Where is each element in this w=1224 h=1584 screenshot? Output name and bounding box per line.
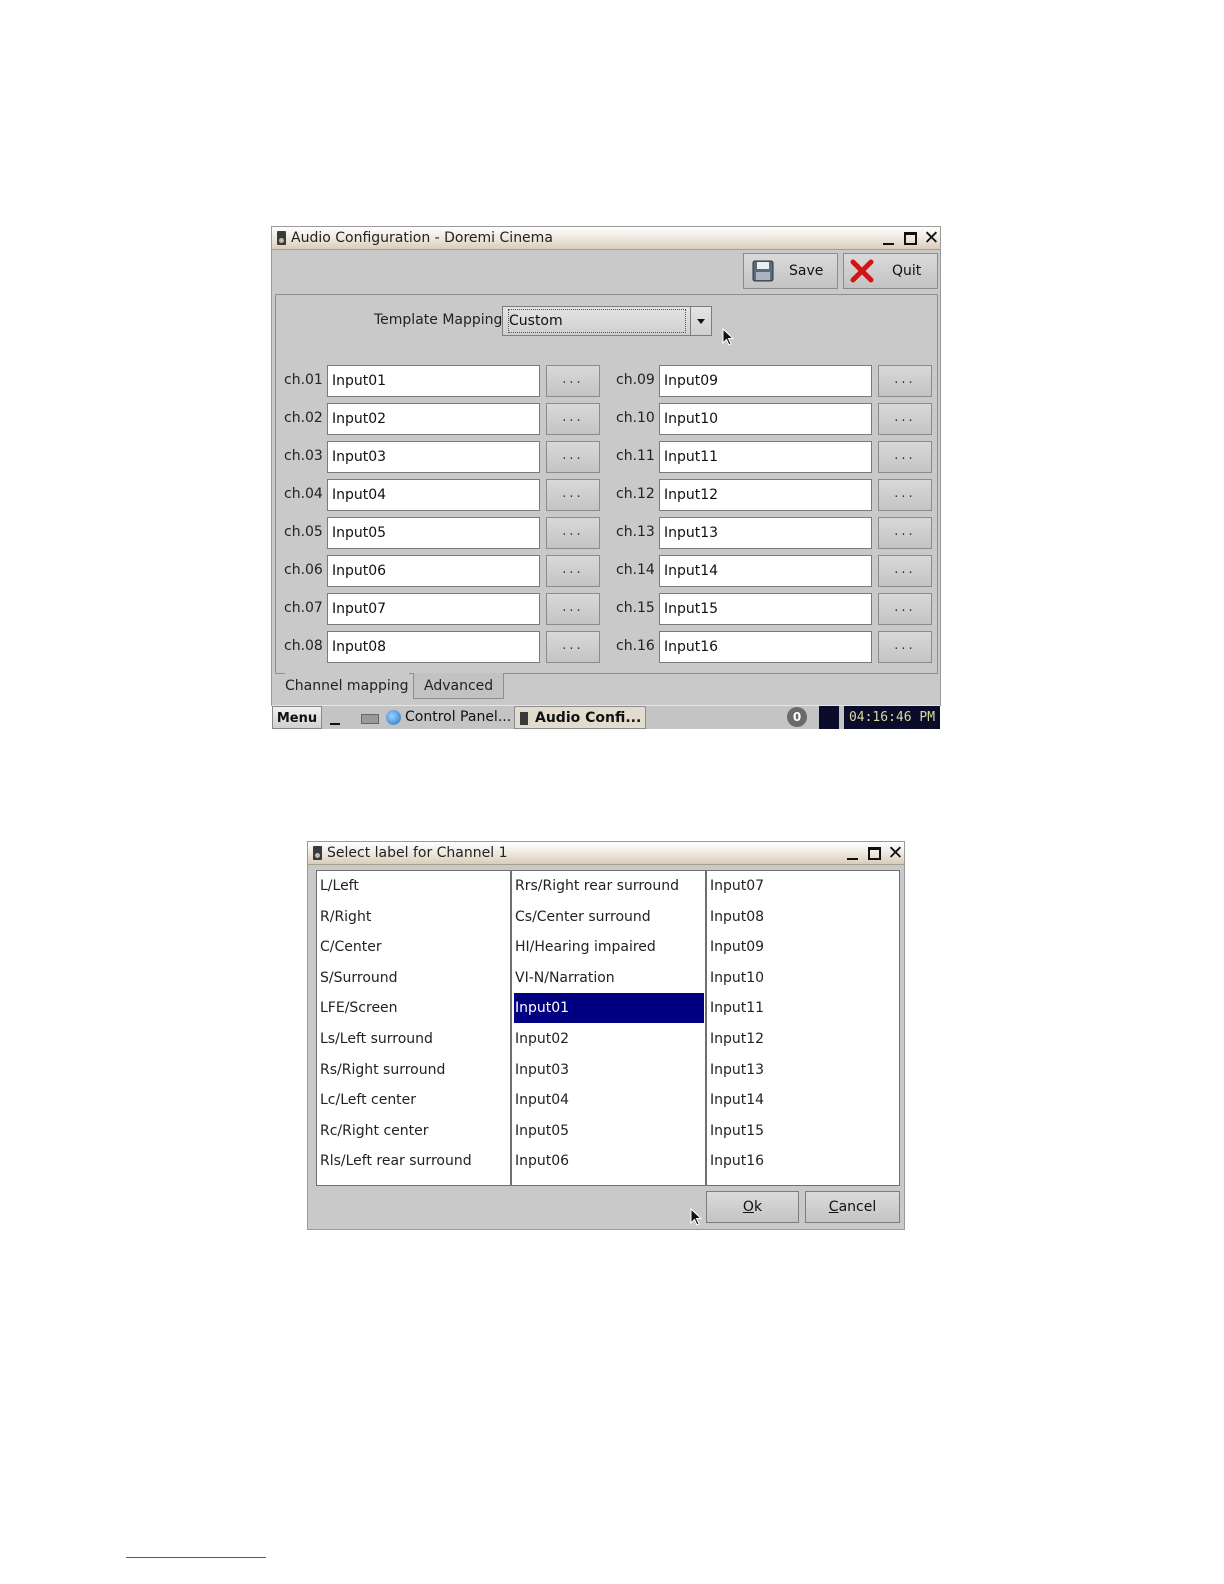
label-option[interactable]: Input14 xyxy=(710,1092,765,1109)
speaker-icon xyxy=(277,231,286,245)
channel-label: ch.06 xyxy=(284,562,323,578)
label-option[interactable]: Rrs/Right rear surround xyxy=(515,878,679,894)
label-option[interactable]: Input03 xyxy=(515,1061,570,1078)
label-option[interactable]: Rls/Left rear surround xyxy=(320,1153,472,1170)
channel-browse-button[interactable]: ... xyxy=(878,555,932,587)
channel-label: ch.01 xyxy=(284,372,323,388)
channel-input[interactable] xyxy=(327,403,540,435)
channel-browse-button[interactable]: ... xyxy=(546,555,600,587)
label-option[interactable]: Input16 xyxy=(710,1153,765,1170)
channel-label: ch.08 xyxy=(284,638,323,654)
keyboard-icon xyxy=(361,714,379,724)
label-option[interactable]: Cs/Center surround xyxy=(515,908,651,925)
channel-input[interactable] xyxy=(659,631,872,663)
label-list-column-3[interactable] xyxy=(706,870,900,1186)
save-label: Save xyxy=(789,263,824,279)
channel-browse-button[interactable]: ... xyxy=(546,479,600,511)
floppy-disk-icon xyxy=(752,260,774,282)
window-title: Audio Configuration - Doremi Cinema xyxy=(291,230,553,246)
label-option[interactable]: Input15 xyxy=(710,1122,765,1139)
keyboard-button[interactable] xyxy=(358,706,380,729)
template-mapping-label: Template Mapping xyxy=(374,312,503,328)
label-option[interactable]: Input07 xyxy=(710,878,765,894)
channel-browse-button[interactable]: ... xyxy=(878,365,932,397)
show-desktop-button[interactable] xyxy=(324,706,348,729)
channel-input[interactable] xyxy=(327,593,540,625)
template-mapping-value: Custom xyxy=(508,309,686,333)
tray-box xyxy=(819,706,839,729)
channel-browse-button[interactable]: ... xyxy=(878,593,932,625)
maximize-icon[interactable] xyxy=(866,845,883,862)
taskbar-control-panel[interactable] xyxy=(383,706,513,729)
notification-count: 0 xyxy=(792,710,802,724)
channel-label: ch.10 xyxy=(616,410,655,426)
channel-browse-button[interactable]: ... xyxy=(546,403,600,435)
channel-browse-button[interactable]: ... xyxy=(878,403,932,435)
channel-browse-button[interactable]: ... xyxy=(878,441,932,473)
channel-label: ch.07 xyxy=(284,600,323,616)
channel-browse-button[interactable]: ... xyxy=(546,631,600,663)
quit-label: Quit xyxy=(892,263,922,279)
channel-label: ch.04 xyxy=(284,486,323,502)
control-panel-label: Control Panel... xyxy=(405,709,512,725)
label-option[interactable]: L/Left xyxy=(320,878,359,894)
channel-input[interactable] xyxy=(327,365,540,397)
taskbar-audio-config[interactable] xyxy=(514,706,646,729)
label-option[interactable]: Input09 xyxy=(710,939,765,956)
channel-input[interactable] xyxy=(327,631,540,663)
dialog-title: Select label for Channel 1 xyxy=(327,845,508,861)
close-icon[interactable]: ✕ xyxy=(923,227,940,249)
menu-label: Menu xyxy=(276,711,318,726)
minimize-icon[interactable] xyxy=(844,845,861,862)
cancel-rest: ancel xyxy=(838,1199,877,1215)
label-option[interactable]: Input13 xyxy=(710,1061,765,1078)
channel-input[interactable] xyxy=(659,555,872,587)
channel-label: ch.16 xyxy=(616,638,655,654)
minimize-icon[interactable] xyxy=(880,230,897,247)
channel-browse-button[interactable]: ... xyxy=(546,441,600,473)
label-option[interactable]: Ls/Left surround xyxy=(320,1031,433,1047)
quit-button[interactable] xyxy=(843,253,938,289)
clock-text: 04:16:46 PM xyxy=(848,710,936,725)
audio-config-label: Audio Confi... xyxy=(535,710,642,726)
channel-label: ch.11 xyxy=(616,448,655,464)
label-option[interactable]: VI-N/Narration xyxy=(515,969,615,986)
label-option[interactable]: Input06 xyxy=(515,1153,570,1170)
dialog-titlebar[interactable] xyxy=(308,842,904,865)
label-option[interactable]: Input05 xyxy=(515,1122,570,1139)
label-option[interactable]: Input04 xyxy=(515,1092,570,1109)
label-option[interactable]: HI/Hearing impaired xyxy=(515,939,656,956)
save-button[interactable] xyxy=(743,253,838,289)
channel-input[interactable] xyxy=(327,479,540,511)
footnote-rule xyxy=(126,1557,266,1558)
channel-label: ch.15 xyxy=(616,600,655,616)
ok-rest: k xyxy=(753,1199,763,1215)
maximize-icon[interactable] xyxy=(902,230,919,247)
label-option[interactable]: LFE/Screen xyxy=(320,1000,398,1017)
channel-browse-button[interactable]: ... xyxy=(546,517,600,549)
channel-browse-button[interactable]: ... xyxy=(546,365,600,397)
menu-button[interactable] xyxy=(272,706,322,729)
channel-label: ch.09 xyxy=(616,372,655,388)
label-option[interactable]: C/Center xyxy=(320,939,382,956)
label-list-column-1[interactable] xyxy=(316,870,511,1186)
channel-input[interactable] xyxy=(659,365,872,397)
mouse-cursor-icon xyxy=(722,328,736,348)
cancel-mnemonic: C xyxy=(828,1199,839,1215)
tab-channel-mapping[interactable]: Channel mapping xyxy=(285,673,409,699)
ok-mnemonic: O xyxy=(742,1199,754,1215)
channel-mapping-pane xyxy=(275,294,938,674)
channel-input[interactable] xyxy=(659,517,872,549)
taskbar xyxy=(272,705,940,729)
ok-button[interactable] xyxy=(706,1191,799,1223)
channel-label: ch.13 xyxy=(616,524,655,540)
red-x-icon xyxy=(850,259,874,283)
channel-browse-button[interactable]: ... xyxy=(878,517,932,549)
label-option[interactable]: Rs/Right surround xyxy=(320,1061,446,1078)
channel-label: ch.03 xyxy=(284,448,323,464)
dropdown-arrow-icon[interactable] xyxy=(690,307,711,335)
label-option[interactable]: Input11 xyxy=(710,1000,765,1017)
channel-browse-button[interactable]: ... xyxy=(546,593,600,625)
channel-input[interactable] xyxy=(659,403,872,435)
cancel-button[interactable] xyxy=(805,1191,900,1223)
channel-label: ch.12 xyxy=(616,486,655,502)
minimize-all-icon xyxy=(330,723,340,725)
channel-input[interactable] xyxy=(327,517,540,549)
label-list-column-2[interactable] xyxy=(511,870,706,1186)
label-option[interactable]: Input12 xyxy=(710,1031,765,1047)
clock xyxy=(844,706,940,729)
channel-input[interactable] xyxy=(659,441,872,473)
label-option[interactable]: Lc/Left center xyxy=(320,1092,417,1109)
mouse-cursor-icon xyxy=(690,1208,704,1228)
channel-label: ch.05 xyxy=(284,524,323,540)
label-option[interactable]: Input02 xyxy=(515,1031,570,1047)
label-option[interactable]: Input10 xyxy=(710,969,765,986)
speaker-icon xyxy=(520,712,528,725)
channel-browse-button[interactable]: ... xyxy=(878,631,932,663)
label-option[interactable]: S/Surround xyxy=(320,969,398,986)
template-mapping-select[interactable] xyxy=(502,306,712,336)
channel-input[interactable] xyxy=(659,479,872,511)
label-option[interactable]: Input01 xyxy=(514,993,704,1023)
channel-label: ch.14 xyxy=(616,562,655,578)
audio-config-titlebar[interactable] xyxy=(272,227,940,250)
channel-label: ch.02 xyxy=(284,410,323,426)
label-option[interactable]: R/Right xyxy=(320,908,372,925)
notification-badge[interactable] xyxy=(787,707,807,727)
tab-advanced[interactable]: Advanced xyxy=(413,673,504,699)
label-option[interactable]: Input08 xyxy=(710,908,765,925)
close-icon[interactable]: ✕ xyxy=(887,842,904,864)
select-label-dialog xyxy=(307,841,905,1230)
channel-input[interactable] xyxy=(327,555,540,587)
channel-input[interactable] xyxy=(659,593,872,625)
audio-config-window xyxy=(271,226,941,706)
channel-browse-button[interactable]: ... xyxy=(878,479,932,511)
channel-input[interactable] xyxy=(327,441,540,473)
label-option[interactable]: Rc/Right center xyxy=(320,1122,429,1139)
speaker-icon xyxy=(313,846,322,860)
control-panel-icon xyxy=(386,710,401,725)
